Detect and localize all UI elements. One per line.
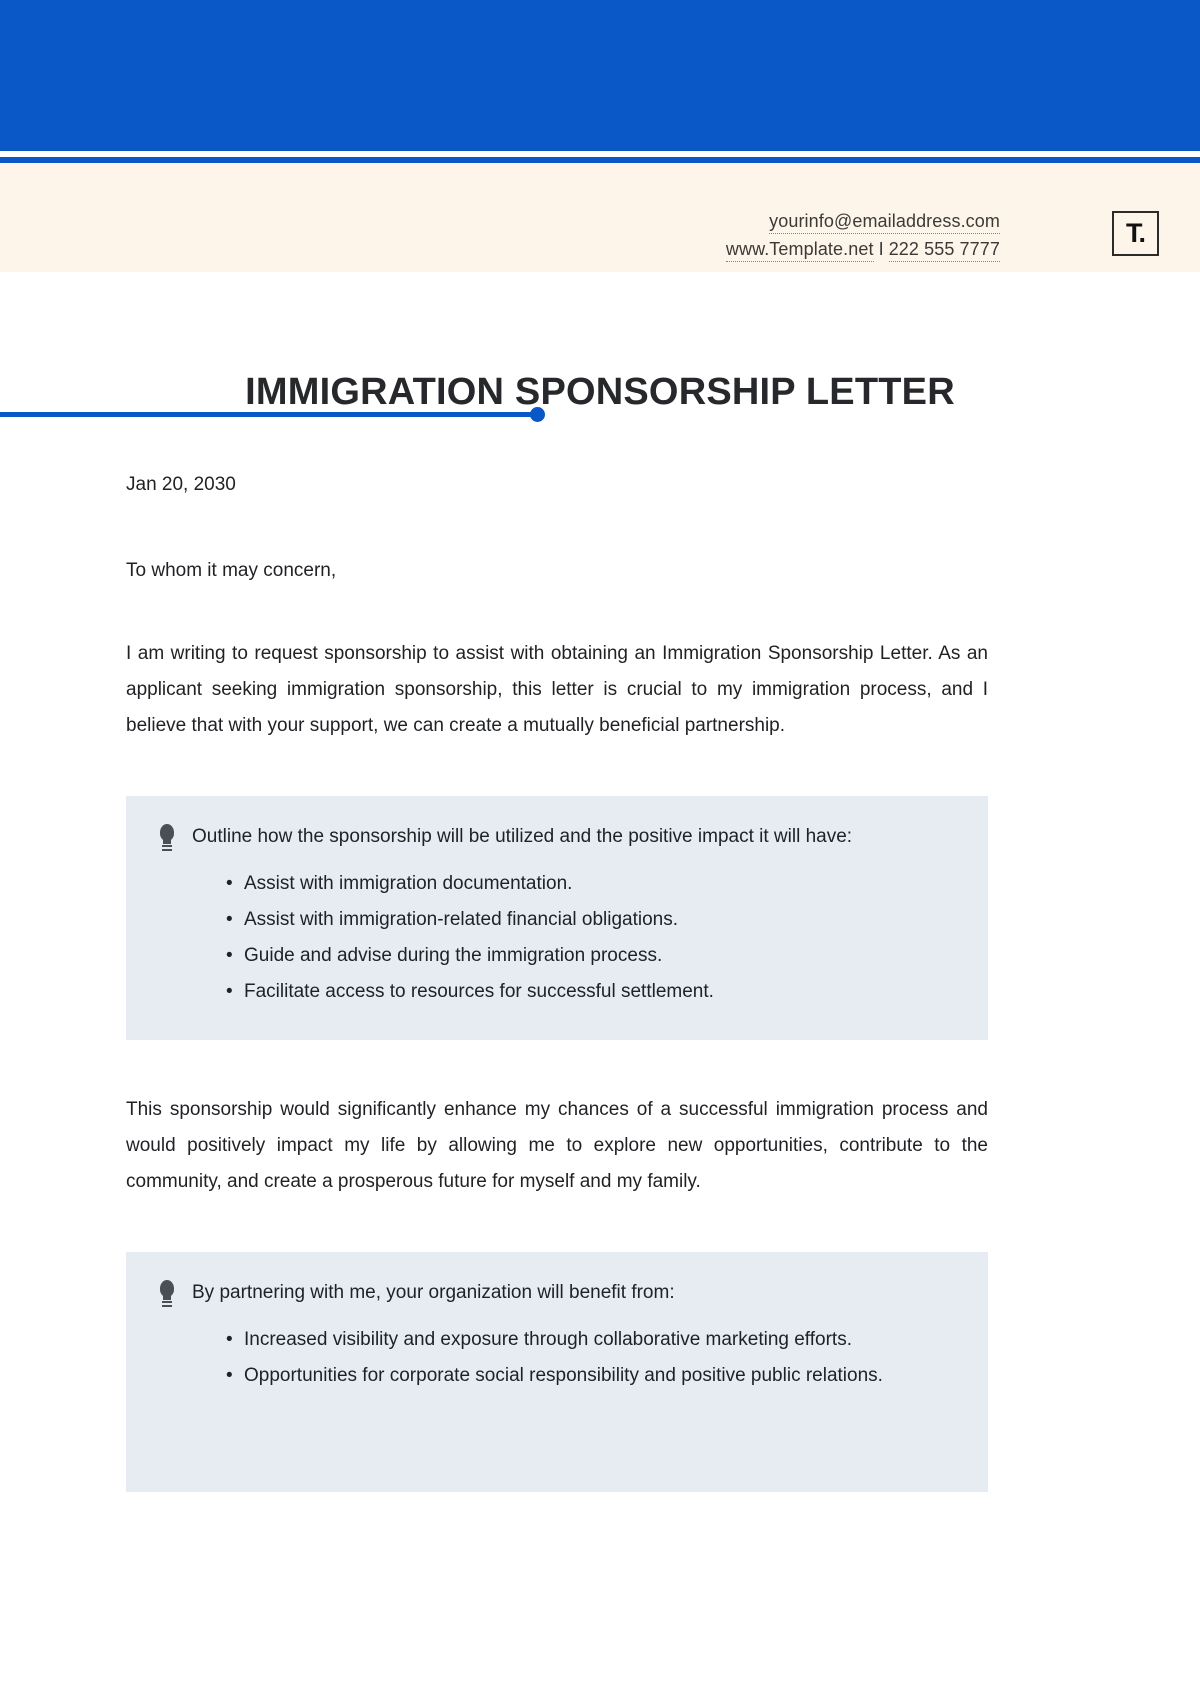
lightbulb-icon: [156, 1280, 178, 1308]
list-item: • Facilitate access to resources for successful settlement.: [226, 974, 954, 1010]
list-item: • Assist with immigration-related financial obligations.: [226, 902, 954, 938]
header-cream-band: [0, 163, 1200, 272]
contact-phone[interactable]: 222 555 7777: [889, 239, 1000, 262]
letter-paragraph-2: This sponsorship would significantly enhance my chances of a successful immigration process and would positively impact my life by allowing me to explore new opportunities, contribute to the community, and create a prosperous future for myself and my family.: [126, 1099, 988, 1192]
header-blue-band: [0, 0, 1200, 151]
page-title: IMMIGRATION SPONSORSHIP LETTER: [245, 371, 955, 413]
letter-paragraph-1: I am writing to request sponsorship to assist with obtaining an Immigration Sponsorship Letter. As an applicant seeking immigration sponsorship, this letter is crucial to my immigration process, and I believe that with your support, we can create a mutually beneficial partnership.: [126, 643, 988, 736]
list-item: • Increased visibility and exposure through collaborative marketing efforts.: [226, 1322, 954, 1358]
contact-email-line: [726, 207, 1000, 235]
contact-website[interactable]: www.Template.net: [726, 239, 874, 262]
contact-email[interactable]: yourinfo@emailaddress.com: [769, 211, 1000, 234]
callout-2-list: [156, 1322, 958, 1394]
brand-logo: [1112, 211, 1159, 256]
callout-box-2: [126, 1252, 988, 1492]
callout-1-list: [156, 866, 958, 1010]
list-item: • Guide and advise during the immigration process.: [226, 938, 954, 974]
letter-salutation: To whom it may concern,: [126, 560, 337, 581]
lightbulb-icon: [156, 824, 178, 852]
list-item: • Opportunities for corporate social responsibility and positive public relations.: [226, 1358, 954, 1394]
callout-1-title: Outline how the sponsorship will be utilized and the positive impact it will have:: [192, 826, 853, 847]
contact-separator: I: [878, 239, 884, 259]
letter-date: Jan 20, 2030: [126, 474, 236, 495]
letter-body: [126, 470, 988, 1544]
contact-info: [726, 207, 1000, 263]
callout-2-title: By partnering with me, your organization will benefit from:: [192, 1282, 675, 1303]
contact-web-phone-line: [726, 235, 1000, 263]
callout-1-header: [156, 822, 958, 852]
brand-logo-mark: T.: [1125, 218, 1145, 248]
callout-2-header: [156, 1278, 958, 1308]
callout-box-1: [126, 796, 988, 1040]
list-item: • Assist with immigration documentation.: [226, 866, 954, 902]
